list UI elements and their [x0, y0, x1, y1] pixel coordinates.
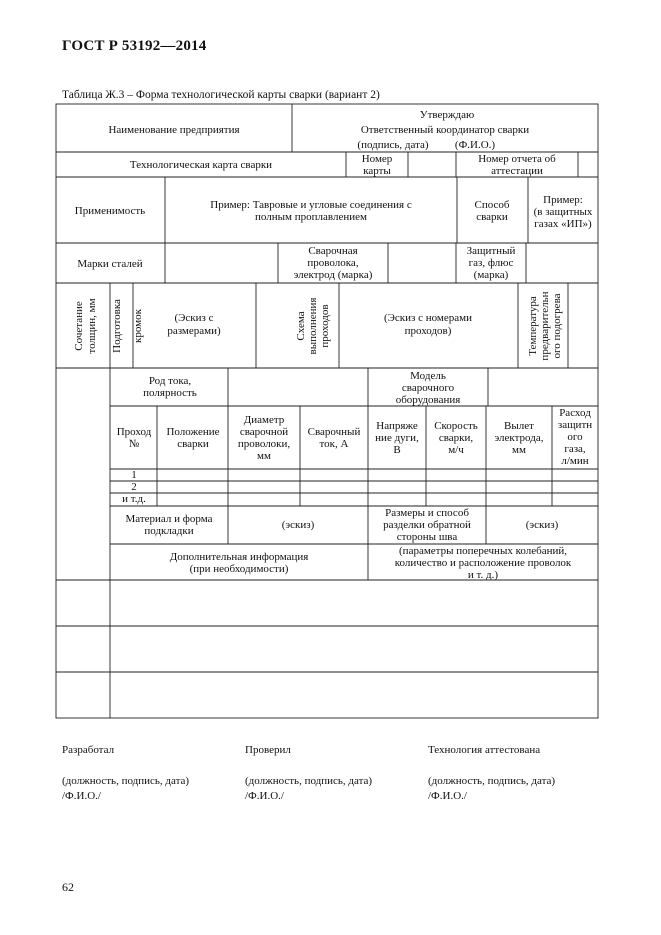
edge-prep-label-2: кромок: [132, 309, 144, 343]
wire-label-3: электрод (марка): [293, 269, 373, 281]
report-number-label: Номер отчета об: [478, 153, 556, 165]
signature-developer-title: Разработал: [62, 744, 115, 756]
current-type-label-2: полярность: [143, 387, 197, 399]
scheme-label-3: проходов: [319, 304, 331, 348]
signature-developer: [62, 743, 189, 804]
sketch-passes: (Эскиз с номерами: [383, 312, 473, 324]
signature-developer-name: /Ф.И.О./: [62, 790, 101, 802]
additional-params: (параметры поперечных колебаний,: [399, 545, 567, 557]
shield-gas-label-2: газ, флюс: [468, 257, 514, 269]
weld-method-label: Способ: [474, 199, 510, 211]
col-diameter-4: мм: [257, 450, 271, 462]
col-voltage-2: ние дуги,: [375, 432, 419, 444]
col-stickout: Вылет: [504, 420, 534, 432]
applicability-example: Пример: Тавровые и угловые соединения с: [210, 199, 412, 211]
signature-certified-title: Технология аттестована: [428, 744, 541, 756]
col-gas-flow-5: л/мин: [561, 455, 589, 467]
signature-checker-line: (должность, подпись, дата): [245, 775, 373, 787]
col-pass-2: №: [128, 438, 140, 450]
preheat-label-3: ого подогрева: [551, 293, 563, 359]
applicability-label: Применимость: [74, 205, 146, 217]
back-groove-label: Размеры и способ: [385, 507, 469, 519]
sketch-passes-2: проходов): [404, 325, 452, 337]
weld-method-example-2: (в защитных: [533, 206, 593, 218]
col-position: Положение: [166, 426, 220, 438]
scheme-label-2: выполнения: [307, 297, 319, 355]
scheme-label: Схема: [295, 311, 307, 341]
col-diameter: Диаметр: [243, 414, 285, 426]
additional-params-3: и т. д.): [467, 569, 499, 581]
col-stickout-3: мм: [512, 444, 526, 456]
col-current-2: ток, А: [319, 438, 349, 450]
sketch-dims-2: размерами): [167, 325, 221, 337]
approve-signature: (подпись, дата): [357, 139, 429, 151]
edge-prep-label: Подготовка: [111, 299, 123, 353]
approve-label: Утверждаю: [419, 109, 475, 121]
col-speed-3: м/ч: [448, 444, 464, 456]
col-voltage-3: В: [393, 444, 401, 456]
pass-row-1: 1: [131, 469, 137, 481]
document-header: ГОСТ Р 53192—2014: [62, 38, 207, 54]
col-pass: Проход: [116, 426, 152, 438]
card-number-label: Номер: [361, 153, 393, 165]
preheat-label-2: предварительн: [539, 291, 551, 361]
equip-model-label: Модель: [410, 370, 446, 382]
col-gas-flow: Расход: [559, 407, 591, 419]
signature-checker: [245, 743, 372, 804]
current-type-label: Род тока,: [148, 375, 192, 387]
approve-name: (Ф.И.О.): [454, 139, 496, 151]
back-groove-label-3: стороны шва: [396, 531, 458, 543]
weld-method-example-3: газах «ИП»): [534, 218, 592, 230]
applicability-example-2: полным проплавлением: [255, 211, 367, 223]
col-gas-flow-4: газа,: [564, 443, 586, 455]
approve-coordinator: Ответственный координатор сварки: [360, 124, 530, 136]
org-name-label: Наименование предприятия: [108, 124, 240, 136]
col-gas-flow-3: ого: [567, 431, 583, 443]
col-diameter-3: проволоки,: [237, 438, 291, 450]
preheat-label: Температура: [527, 296, 539, 356]
signature-developer-line: (должность, подпись, дата): [62, 775, 190, 787]
additional-label-2: (при необходимости): [189, 563, 289, 575]
pass-row-3: и т.д.: [122, 493, 146, 505]
col-stickout-2: электрода,: [494, 432, 544, 444]
thickness-label: Сочетание: [73, 301, 85, 351]
page-number: 62: [62, 880, 74, 894]
equip-model-label-3: оборудования: [395, 394, 461, 406]
table-caption: Таблица Ж.3 – Форма технологической карты сварки (вариант 2): [62, 89, 380, 101]
signature-certified-line: (должность, подпись, дата): [428, 775, 556, 787]
card-number-label-2: карты: [363, 165, 391, 177]
report-number-label-2: аттестации: [491, 165, 543, 177]
col-voltage: Напряже: [376, 420, 418, 432]
wire-label: Сварочная: [308, 245, 358, 257]
col-current: Сварочный: [307, 426, 361, 438]
signature-checker-title: Проверил: [245, 744, 291, 756]
weld-method-label-2: сварки: [476, 211, 508, 223]
table-grid: [56, 104, 598, 718]
backing-label-2: подкладки: [144, 525, 194, 537]
tech-card-label: Технологическая карта сварки: [129, 159, 273, 171]
col-speed-2: сварки,: [438, 432, 474, 444]
equip-model-label-2: сварочного: [401, 382, 455, 394]
sketch-dims: (Эскиз с: [174, 312, 214, 324]
col-gas-flow-2: защитн: [557, 419, 593, 431]
shield-gas-label-3: (марка): [473, 269, 509, 281]
pass-row-2: 2: [131, 481, 137, 493]
backing-label: Материал и форма: [125, 513, 213, 525]
sketch-back-groove: (эскиз): [525, 519, 559, 531]
shield-gas-label: Защитный: [466, 245, 516, 257]
col-position-2: сварки: [177, 438, 209, 450]
wire-label-2: проволока,: [307, 257, 359, 269]
weld-method-example: Пример:: [543, 194, 583, 206]
additional-params-2: количество и расположение проволок: [394, 557, 572, 569]
col-diameter-2: сварочной: [239, 426, 289, 438]
signature-certified-name: /Ф.И.О./: [428, 790, 467, 802]
additional-label: Дополнительная информация: [169, 551, 309, 563]
thickness-label-2: толщин, мм: [86, 298, 98, 354]
steel-grades-label: Марки сталей: [77, 258, 143, 270]
back-groove-label-2: разделки обратной: [383, 519, 471, 531]
sketch-backing: (эскиз): [281, 519, 315, 531]
signature-checker-name: /Ф.И.О./: [245, 790, 284, 802]
col-speed: Скорость: [434, 420, 478, 432]
signature-certified: [428, 743, 555, 804]
